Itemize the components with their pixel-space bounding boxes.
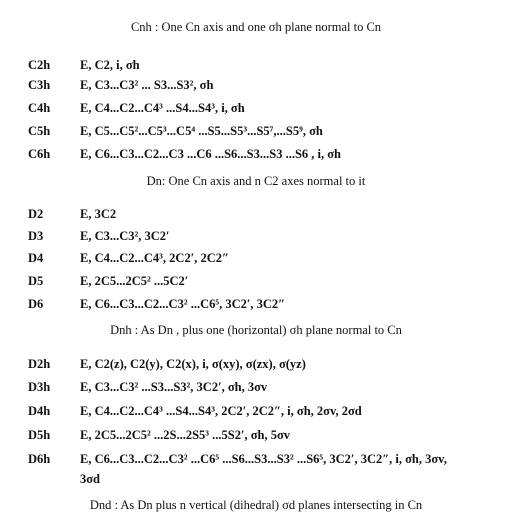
cnh-heading: Cnh : One Cn axis and one σh plane normal to Cn [130,20,382,34]
group-label: D5h [28,428,51,442]
dn-heading: Dn: One Cn axis and n C2 axes normal to it [146,174,366,188]
group-label: D2h [28,357,51,371]
group-operations: E, C5...C5²...C5³...C5⁴ ...S5...S5³...S5⁷,...S5⁹, σh [80,124,323,138]
group-row [0,124,512,142]
group-row [0,78,512,96]
group-row [0,404,512,422]
dnd-heading: Dnd : As Dn plus n vertical (dihedral) σd planes intersecting in Cn [89,498,423,512]
group-operations-continuation: 3σd [80,472,101,486]
group-row [0,229,512,247]
group-label: D4h [28,404,51,418]
group-label: D2 [28,207,44,221]
group-operations: E, C2(z), C2(y), C2(x), i, σ(xy), σ(zx), σ(yz) [80,357,306,371]
group-label: C6h [28,147,51,161]
group-row [0,297,512,315]
group-operations: E, C3...C3² ...S3...S3², 3C2′, σh, 3σv [80,380,268,394]
group-label: D5 [28,274,44,288]
group-row [0,452,512,470]
group-row [0,147,512,165]
group-label: D3 [28,229,44,243]
group-row [0,58,512,76]
group-row [0,357,512,375]
group-operations: E, C3...C3² ... S3...S3², σh [80,78,214,92]
group-operations: E, C4...C2...C4³, 2C2′, 2C2″ [80,251,229,265]
group-label: D6 [28,297,44,311]
group-row [0,207,512,225]
group-label: C5h [28,124,51,138]
group-row [0,101,512,119]
group-operations: E, C4...C2...C4³ ...S4...S4³, 2C2′, 2C2″, i, σh, 2σv, 2σd [80,404,362,418]
group-label: D6h [28,452,51,466]
group-operations: E, C3...C3², 3C2′ [80,229,170,243]
group-operations: E, C4...C2...C4³ ...S4...S4³, i, σh [80,101,245,115]
dnh-heading: Dnh : As Dn , plus one (horizontal) σh plane normal to Cn [110,323,402,337]
group-operations: E, 2C5...2C5² ...2S...2S5³ ...5S2′, σh, 5σv [80,428,291,442]
group-operations: E, 2C5...2C5² ...5C2′ [80,274,189,288]
group-operations: E, C6...C3...C2...C3² ...C6⁵, 3C2′, 3C2″ [80,297,286,311]
group-label: D3h [28,380,51,394]
group-operations: E, 3C2 [80,207,117,221]
group-label: C4h [28,101,51,115]
group-label: C2h [28,58,51,72]
group-label: D4 [28,251,44,265]
group-row [0,274,512,292]
group-operations: E, C6...C3...C2...C3 ...C6 ...S6...S3...S3 ...S6 , i, σh [80,147,342,161]
group-operations: E, C6...C3...C2...C3² ...C6⁵ ...S6...S3...S3² ...S6⁵, 3C2′, 3C2″, i, σh, 3σv, [80,452,447,466]
group-operations: E, C2, i, σh [80,58,140,72]
group-row [0,428,512,446]
group-row [0,380,512,398]
group-label: C3h [28,78,51,92]
group-row [0,251,512,269]
